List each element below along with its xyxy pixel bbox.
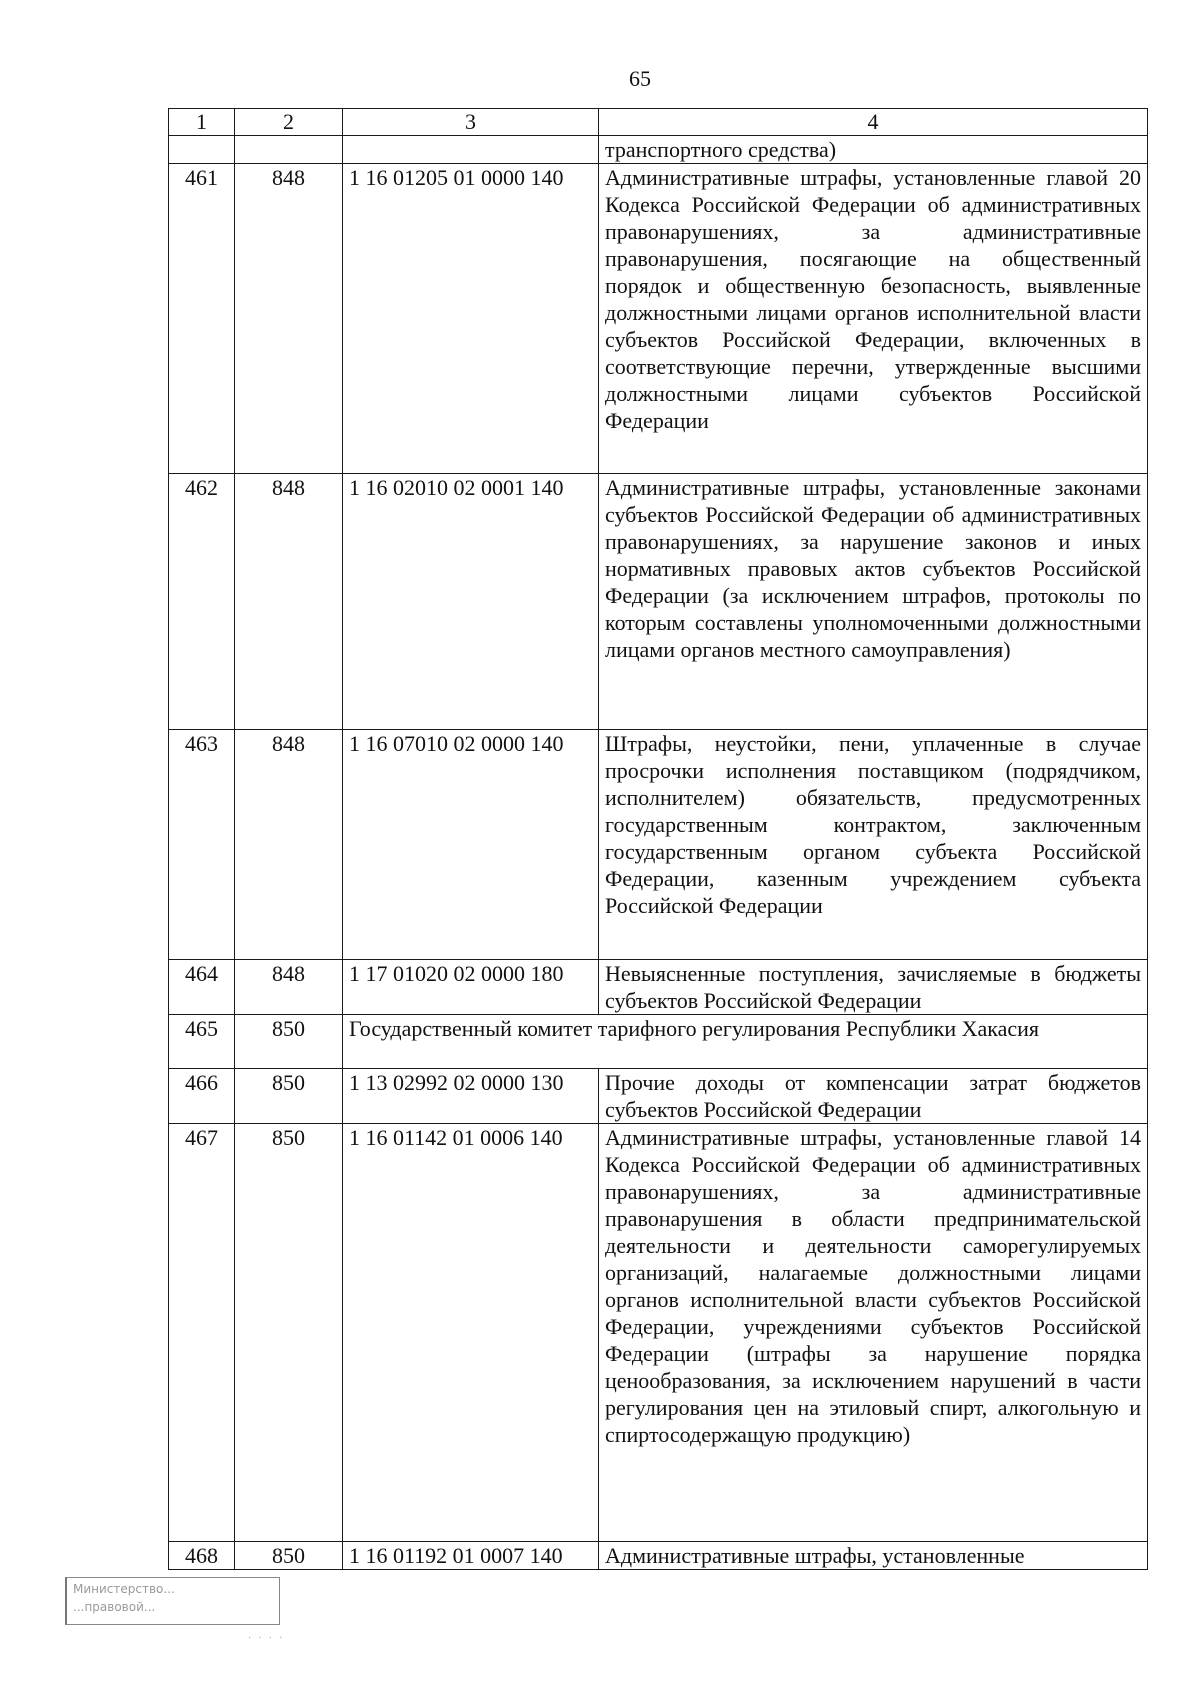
income-description: Административные штрафы, установленные главой 20 Кодекса Российской Федерации об административных правонарушениях, за административные правонарушения, посягающие на общественный порядок и общественную безопасность, выявленные должностными лицами органов исполнительной власти субъектов Российской Федерации, включенных в соответствующие перечни, утвержденные высшими должностными лицами субъектов Российской Федерации <box>599 164 1148 474</box>
budget-class-code: 1 16 01205 01 0000 140 <box>343 164 599 474</box>
income-description: Административные штрафы, установленные законами субъектов Российской Федерации об административных правонарушениях, за нарушение законов и иных нормативных правовых актов субъектов Российской Федерации (за исключением штрафов, протоколы по которым составлены уполномоченными должностными лицами органов местного самоуправления) <box>599 474 1148 730</box>
page-number: 65 <box>629 66 651 91</box>
organization-name: Государственный комитет тарифного регулирования Республики Хакасия <box>343 1015 1148 1069</box>
admin-code: 848 <box>235 960 343 1015</box>
table-row <box>169 1124 1148 1542</box>
empty-cell <box>235 136 343 164</box>
continuation-text: транспортного средства) <box>599 136 1148 164</box>
table-row <box>169 730 1148 960</box>
admin-code: 848 <box>235 164 343 474</box>
admin-code: 848 <box>235 730 343 960</box>
table-row <box>169 1542 1148 1570</box>
admin-code: 850 <box>235 1069 343 1124</box>
stamp-dots: · · · · <box>248 1633 285 1644</box>
stamp-line-2: ...правовой... <box>73 1600 156 1614</box>
budget-class-code: 1 17 01020 02 0000 180 <box>343 960 599 1015</box>
row-number: 463 <box>169 730 235 960</box>
budget-class-code: 1 16 07010 02 0000 140 <box>343 730 599 960</box>
ministry-stamp <box>65 1577 280 1625</box>
admin-code: 850 <box>235 1542 343 1570</box>
continuation-row <box>169 136 1148 164</box>
header-col-2: 2 <box>235 109 343 136</box>
table-row-organization <box>169 1015 1148 1069</box>
admin-code: 848 <box>235 474 343 730</box>
budget-class-code: 1 16 01142 01 0006 140 <box>343 1124 599 1542</box>
header-col-4: 4 <box>599 109 1148 136</box>
row-number: 465 <box>169 1015 235 1069</box>
table-row <box>169 960 1148 1015</box>
row-number: 461 <box>169 164 235 474</box>
stamp-line-1: Министерство... <box>73 1582 175 1596</box>
row-number: 464 <box>169 960 235 1015</box>
table-row <box>169 474 1148 730</box>
empty-cell <box>169 136 235 164</box>
budget-class-code: 1 16 02010 02 0001 140 <box>343 474 599 730</box>
table-row <box>169 1069 1148 1124</box>
row-number: 462 <box>169 474 235 730</box>
budget-class-code: 1 16 01192 01 0007 140 <box>343 1542 599 1570</box>
header-col-1: 1 <box>169 109 235 136</box>
header-row <box>169 109 1148 136</box>
income-description: Прочие доходы от компенсации затрат бюджетов субъектов Российской Федерации <box>599 1069 1148 1124</box>
income-description: Штрафы, неустойки, пени, уплаченные в случае просрочки исполнения поставщиком (подрядчиком, исполнителем) обязательств, предусмотренных государственным контрактом, заключенным государственным органом субъекта Российской Федерации, казенным учреждением субъекта Российской Федерации <box>599 730 1148 960</box>
header-col-3: 3 <box>343 109 599 136</box>
admin-code: 850 <box>235 1015 343 1069</box>
table-row <box>169 164 1148 474</box>
income-description: Невыясненные поступления, зачисляемые в бюджеты субъектов Российской Федерации <box>599 960 1148 1015</box>
income-description: Административные штрафы, установленные главой 14 Кодекса Российской Федерации об административных правонарушениях, за административные правонарушения в области предпринимательской деятельности и деятельности саморегулируемых организаций, налагаемые должностными лицами органов исполнительной власти субъектов Российской Федерации, учреждениями субъектов Российской Федерации (штрафы за нарушение порядка ценообразования, за исключением нарушений в части регулирования цен на этиловый спирт, алкогольную и спиртосодержащую продукцию) <box>599 1124 1148 1542</box>
row-number: 468 <box>169 1542 235 1570</box>
empty-cell <box>343 136 599 164</box>
budget-class-code: 1 13 02992 02 0000 130 <box>343 1069 599 1124</box>
row-number: 467 <box>169 1124 235 1542</box>
income-description: Административные штрафы, установленные <box>599 1542 1148 1570</box>
row-number: 466 <box>169 1069 235 1124</box>
budget-codes-table <box>168 108 1148 1570</box>
admin-code: 850 <box>235 1124 343 1542</box>
